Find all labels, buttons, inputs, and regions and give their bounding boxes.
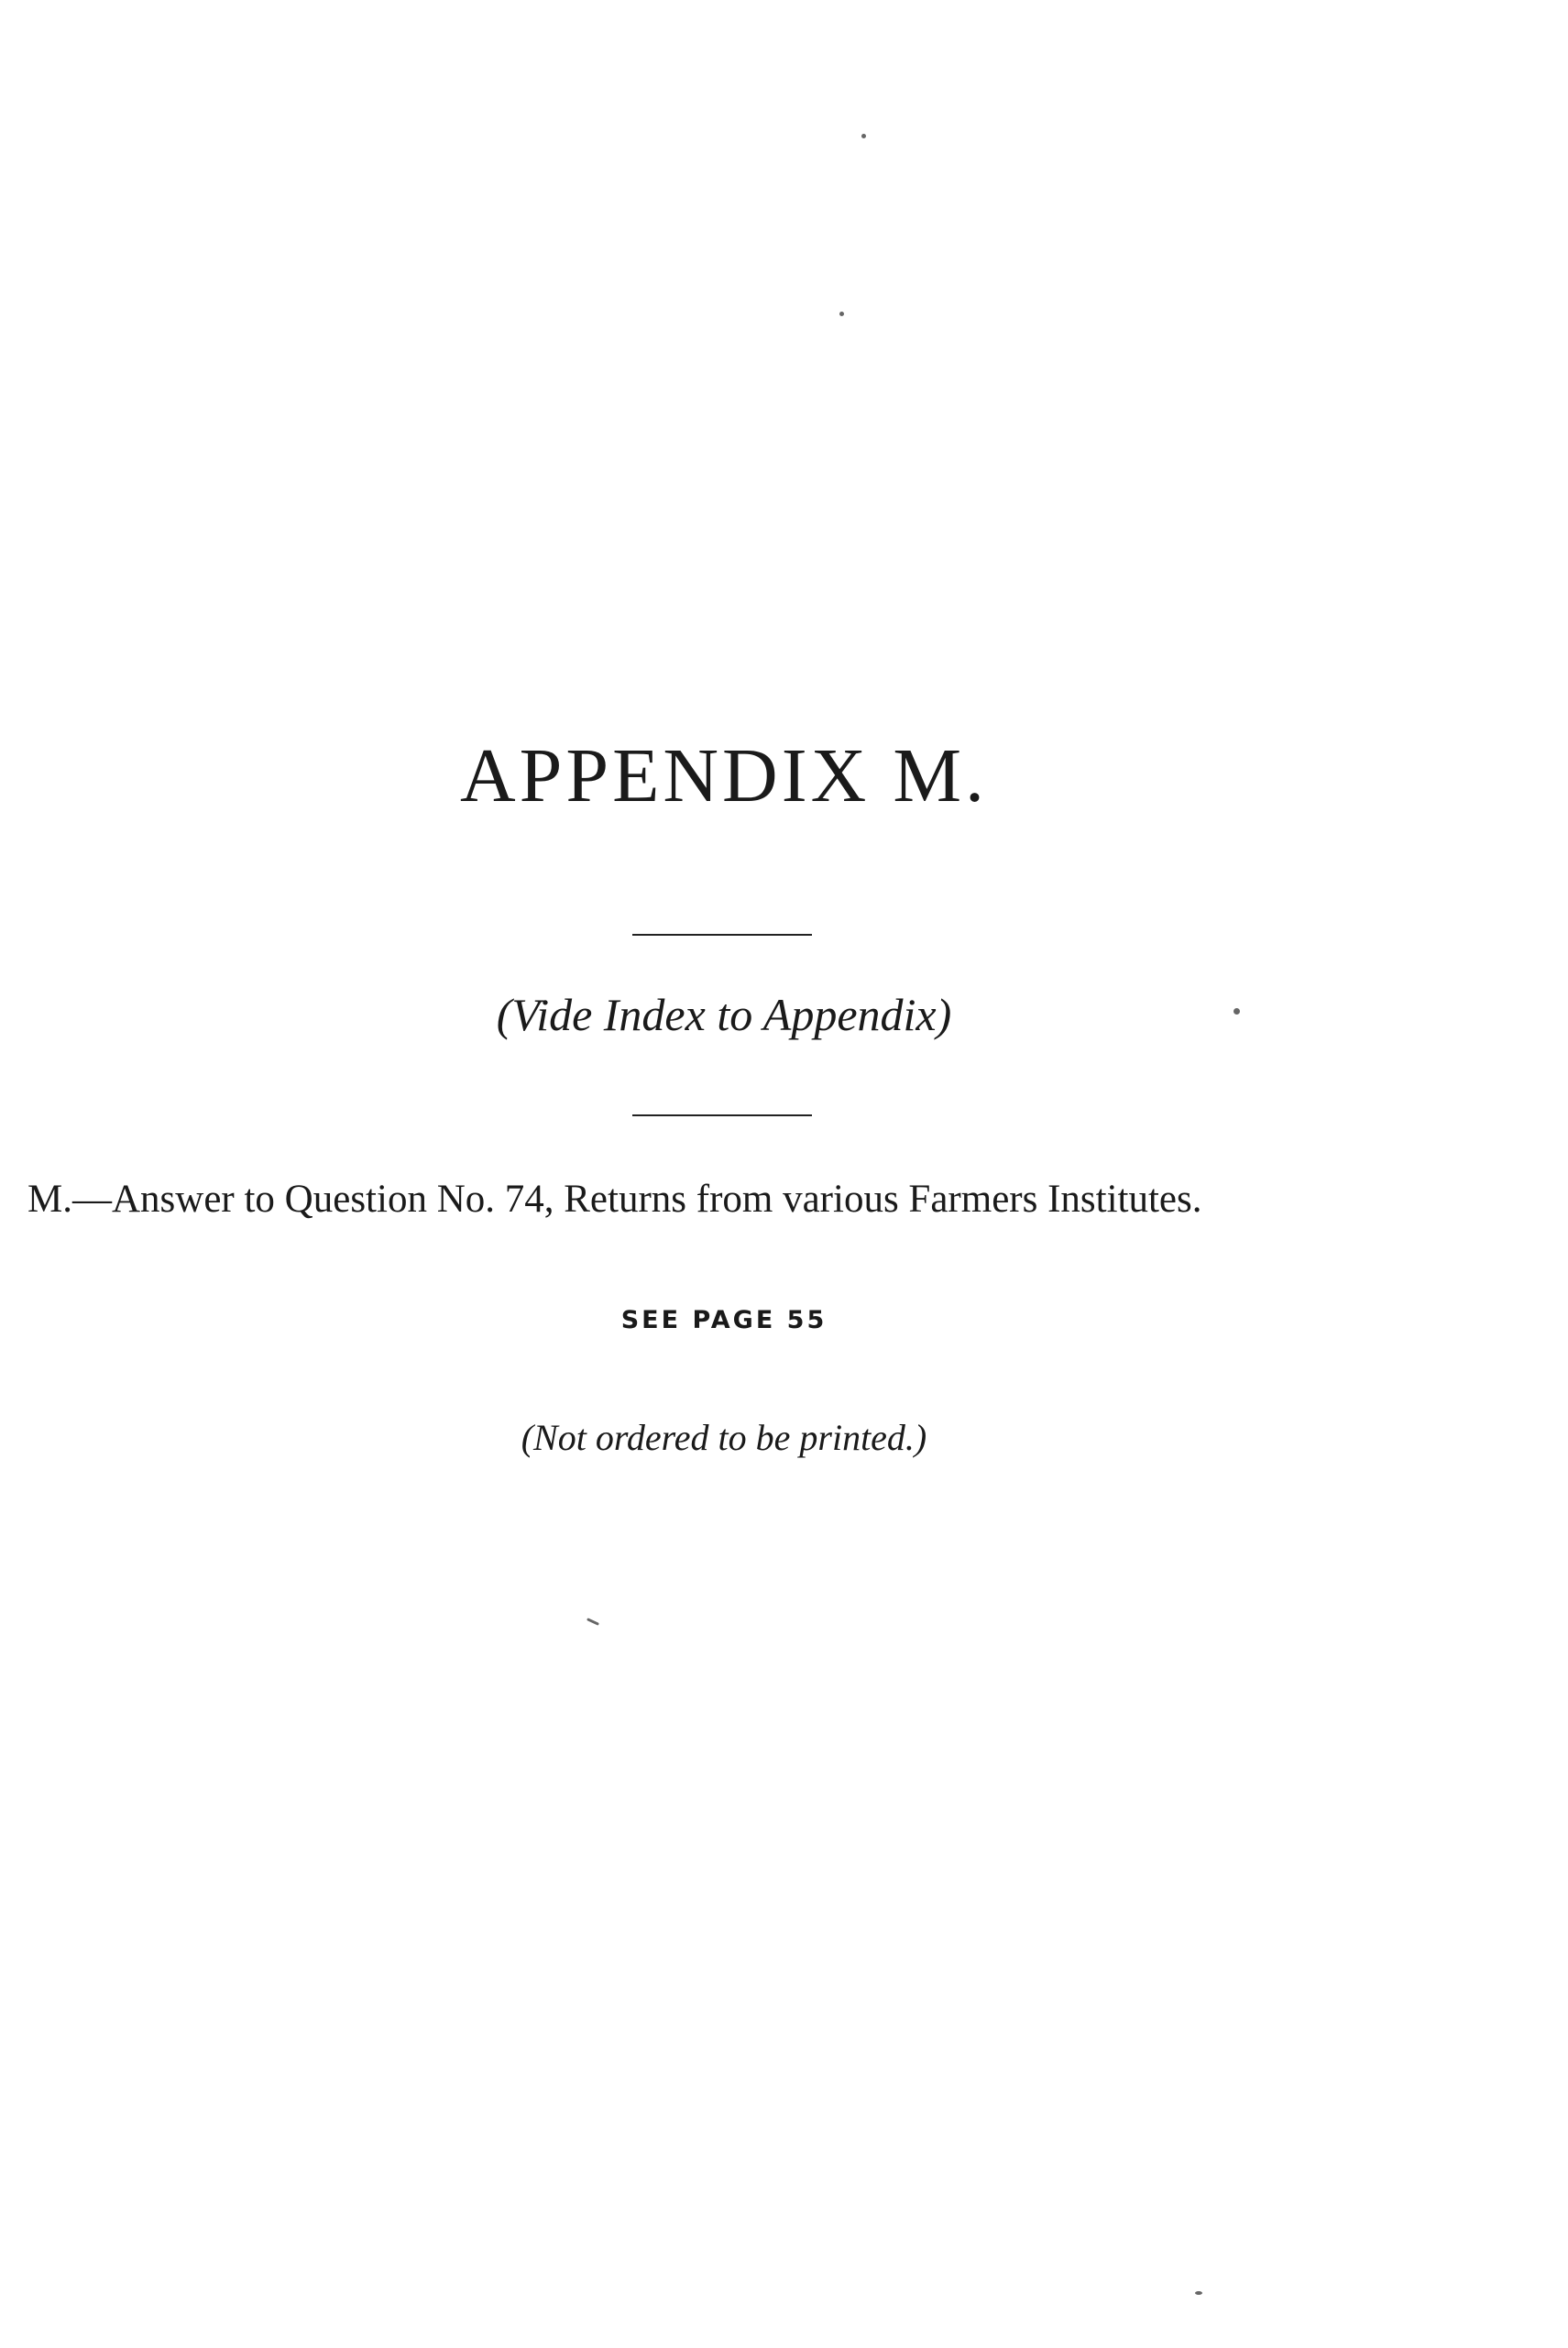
appendix-subtitle: (Vide Index to Appendix): [496, 989, 952, 1040]
paper-speck: [587, 1618, 599, 1626]
paper-speck: [839, 312, 844, 316]
appendix-heading: APPENDIX M.: [459, 733, 989, 818]
bottom-divider: [632, 1114, 812, 1116]
paper-speck: [1234, 1008, 1240, 1015]
printing-note: (Not ordered to be printed.): [521, 1417, 927, 1458]
top-divider: [632, 934, 812, 936]
see-page-reference: SEE PAGE 55: [620, 1306, 828, 1334]
paper-speck: [1195, 2291, 1202, 2295]
paper-speck: [861, 134, 866, 138]
appendix-entry: M.—Answer to Question No. 74, Returns from various Farmers Institutes.: [27, 1178, 1202, 1221]
